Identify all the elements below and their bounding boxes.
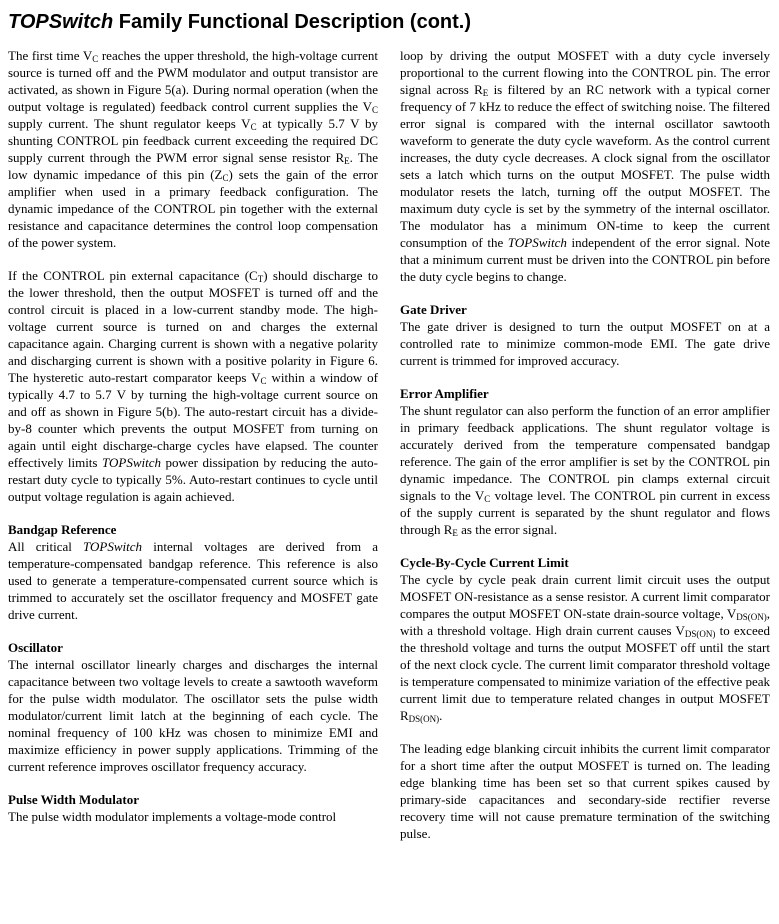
section-heading: Gate Driver	[400, 302, 467, 317]
paragraph: The cycle by cycle peak drain current limit circuit uses the output MOSFET ON-resistance as a sense resistor. A current limit comparator compares the output MOSFET ON-state drain-source voltage, $V_{DS(ON)}$, with a threshold voltage. High drain current causes $V_{DS(ON)}$ to exceed the threshold voltage and turns the output MOSFET off until the start of the next clock cycle. The current limit comparator threshold voltage is temperature compensated to minimize variation of the effective peak current limit due to temperature related changes in output MOSFET $R_{DS(ON)}$.	[400, 572, 770, 724]
paragraph: loop by driving the output MOSFET with a duty cycle inversely proportional to the current flowing into the CONTROL pin. The error signal across $R_E$ is filtered by an RC network with a typical corner frequency of 7 kHz to reduce the effect of switching noise. The filtered error signal is compared with the internal oscillator sawtooth waveform to generate the duty cycle waveform. As the control current increases, the duty cycle decreases. A clock signal from the oscillator sets a latch which turns on the output MOSFET. The pulse width modulator resets the latch, turning off the output MOSFET. The maximum duty cycle is set by the symmetry of the internal oscillator. The modulator has a minimum ON-time to keep the current consumption of the TOPSwitch independent of the error signal. Note that a minimum current must be driven into the CONTROL pin before the duty cycle begins to change.	[400, 48, 770, 284]
paragraph: All critical TOPSwitch internal voltages are derived from a temperature-compensated bandgap reference. This reference is also used to generate a temperature-compensated current source which is trimmed to accurately set the oscillator frequency and MOSFET gate drive current.	[8, 539, 378, 622]
page-title: TOPSwitch Family Functional Description (cont.)	[8, 11, 472, 33]
paragraph: If the CONTROL pin external capacitance $(C_T)$ should discharge to the lower threshold, then the output MOSFET is turned off and the control circuit is placed in a low-current standby mode. The high-voltage current source is turned on and charges the external capacitance again. Charging current is shown with a negative polarity and discharging current is shown with a positive polarity in Figure 6. The hysteretic auto-restart comparator keeps $V_C$ within a window of typically 4.7 to 5.7 V by turning the high-voltage current source on and off as shown in Figure 5(b). The auto-restart circuit has a divide-by-8 counter which prevents the output MOSFET from turning on again until eight discharge-charge cycles have elapsed. The counter effectively limits TOPSwitch power dissipation by reducing the auto-restart duty cycle to typically 5%. Auto-restart continues to cycle until output voltage regulation is again achieved.	[8, 268, 378, 504]
section-heading: Bandgap Reference	[8, 522, 117, 537]
section-heading: Cycle-By-Cycle Current Limit	[400, 555, 569, 570]
paragraph: The pulse width modulator implements a voltage-mode control	[8, 809, 337, 824]
paragraph: The shunt regulator can also perform the function of an error amplifier in primary feedback applications. The shunt regulator voltage is accurately derived from the temperature compensated bandgap reference. The gain of the error amplifier is set by the CONTROL pin dynamic impedance. The CONTROL pin clamps external circuit signals to the $V_C$ voltage level. The CONTROL pin current in excess of the supply current is separated by the shunt regulator and flows through $R_E$ as the error signal.	[400, 403, 771, 538]
section-heading: Pulse Width Modulator	[8, 792, 139, 807]
two-column-body	[8, 47, 770, 858]
section-heading: Error Amplifier	[400, 386, 489, 401]
paragraph: The internal oscillator linearly charges and discharges the internal capacitance between two voltage levels to create a sawtooth waveform for the pulse width modulator. The oscillator sets the pulse width modulator/current limit latch at the beginning of each cycle. The nominal frequency of 100 kHz was chosen to minimize EMI and maximize efficiency in power supply applications. Trimming of the current reference improves oscillator frequency accuracy.	[8, 657, 378, 774]
paragraph: The gate driver is designed to turn the output MOSFET on at a controlled rate to minimize common-mode EMI. The gate drive current is trimmed for improved accuracy.	[400, 319, 770, 368]
paragraph: The first time $V_C$ reaches the upper threshold, the high-voltage current source is turned off and the PWM modulator and output transistor are activated, as shown in Figure 5(a). During normal operation (when the output voltage is regulated) feedback control current supplies the $V_C$ supply current. The shunt regulator keeps $V_C$ at typically 5.7 V by shunting CONTROL pin feedback current exceeding the required DC supply current through the PWM error signal sense resistor $R_E$. The low dynamic impedance of this pin $(Z_C)$ sets the gain of the error amplifier when used in a primary feedback configuration. The dynamic impedance of the CONTROL pin together with the external resistance and capacitance determines the control loop compensation of the power system.	[8, 48, 379, 250]
paragraph: The leading edge blanking circuit inhibits the current limit comparator for a short time after the output MOSFET is turned on. The leading edge blanking time has been set so that current spikes caused by primary-side capacitances and secondary-side rectifier reverse recovery time will not cause premature termination of the switching pulse.	[400, 741, 770, 841]
column-left	[8, 47, 378, 858]
section-heading: Oscillator	[8, 640, 63, 655]
column-right	[400, 47, 770, 858]
